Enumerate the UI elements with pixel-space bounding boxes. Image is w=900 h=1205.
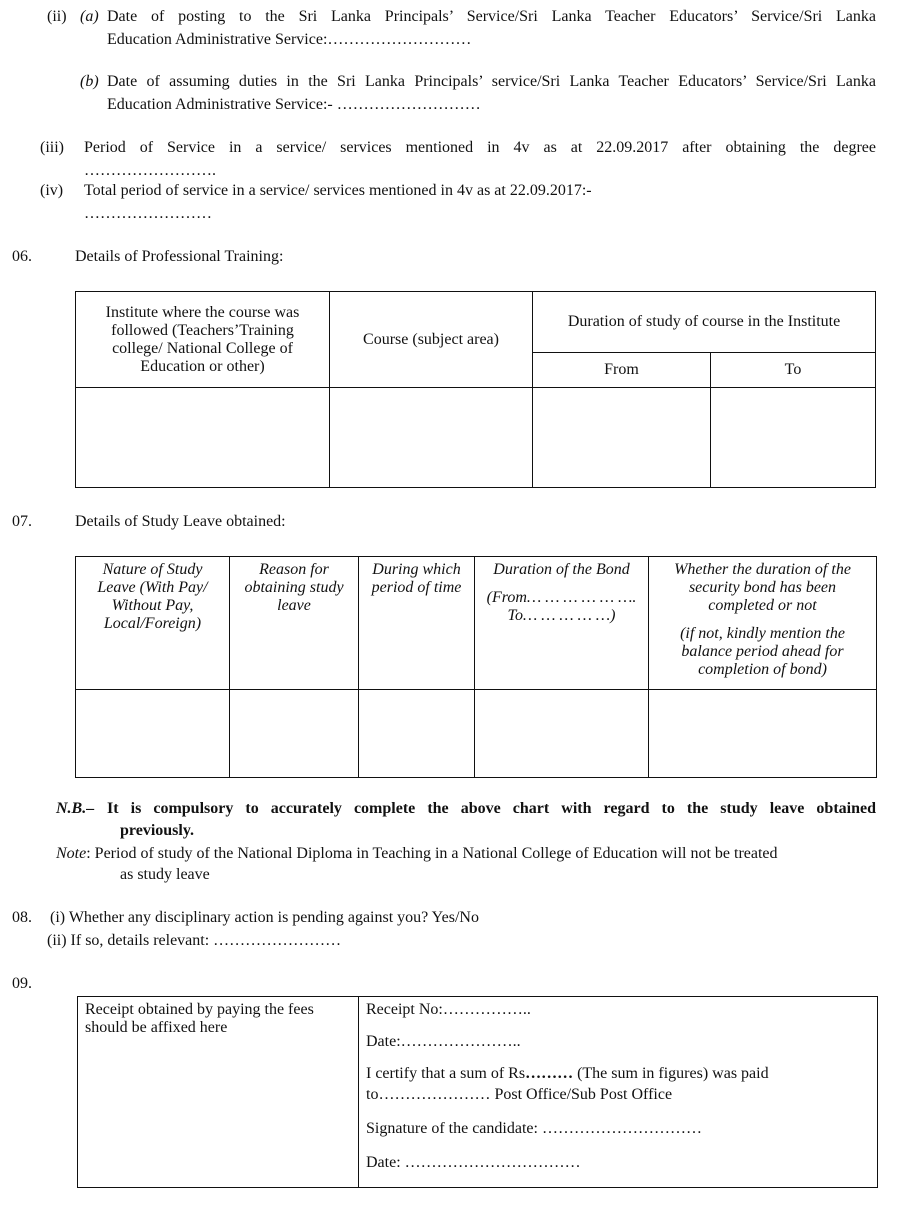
sec5-ii-a-line1: Date of posting to the Sri Lanka Principals’ Service/Sri Lanka Teacher Educators’ Service/Sri Lanka (107, 8, 876, 25)
cell-from[interactable] (533, 388, 711, 488)
header-from: From (533, 353, 711, 388)
header-period: During which period of time (359, 557, 475, 690)
certify-line1: I certify that a sum of Rs……… (The sum in figures) was paid (366, 1065, 769, 1082)
study-leave-table (75, 556, 877, 778)
sec5-iii-number: (iii) (40, 139, 64, 156)
sec8-i: (i) Whether any disciplinary action is pending against you? Yes/No (50, 909, 479, 926)
note-label: Note (56, 845, 87, 862)
header-duration: Duration of study of course in the Institute (533, 292, 876, 353)
cell-to[interactable] (711, 388, 876, 488)
sec6-number: 06. (12, 248, 32, 265)
sec5-ii-b-line1: Date of assuming duties in the Sri Lanka Principals’ service/Sri Lanka Teacher Educators’ Service/Sri Lanka (107, 73, 876, 90)
cell-period[interactable] (359, 690, 475, 778)
sec9-number: 09. (12, 975, 32, 992)
sec5-ii-b-label: (b) (80, 73, 99, 90)
header-institute: Institute where the course was followed (Teachers’Training college/ National College of Education or other) (76, 292, 330, 388)
cell-bond[interactable] (475, 690, 649, 778)
header-bond: Duration of the Bond (From… … … … … …. To… … … … …) (475, 557, 649, 690)
cell-institute[interactable] (76, 388, 330, 488)
header-course: Course (subject area) (330, 292, 533, 388)
cell-course[interactable] (330, 388, 533, 488)
sec7-number: 07. (12, 513, 32, 530)
receipt-number-field[interactable]: Receipt No:…………….. (366, 1001, 531, 1018)
header-nature: Nature of Study Leave (With Pay/ Without Pay, Local/Foreign) (76, 557, 230, 690)
receipt-details (359, 997, 878, 1188)
sec5-iii-line1: Period of Service in a service/ services mentioned in 4v as at 22.09.2017 after obtaining the degree (84, 139, 876, 156)
certify-line2: to………………… Post Office/Sub Post Office (366, 1086, 673, 1103)
nb-line1: It is compulsory to accurately complete the above chart with regard to the study leave obtained (107, 800, 876, 817)
cell-reason[interactable] (230, 690, 359, 778)
sec5-iii-line2: ……………………. (84, 162, 216, 179)
sec6-title: Details of Professional Training: (75, 248, 284, 265)
header-reason: Reason for obtaining study leave (230, 557, 359, 690)
sec5-ii-number: (ii) (47, 8, 67, 25)
receipt-date-field[interactable]: Date:………………….. (366, 1033, 521, 1050)
sec5-iv-number: (iv) (40, 182, 64, 199)
signature-field[interactable]: Signature of the candidate: ………………………… (366, 1120, 702, 1137)
sec5-iv-line1: Total period of service in a service/ services mentioned in 4v as at 22.09.2017:- (84, 182, 592, 199)
receipt-affix-area[interactable]: Receipt obtained by paying the fees should be affixed here (78, 997, 359, 1188)
note-line1-wrap (56, 845, 876, 863)
professional-training-table (75, 291, 876, 488)
sec5-ii-b-line2: Education Administrative Service:- ……………………… (107, 96, 481, 113)
sec8-number: 08. (12, 909, 32, 926)
header-whether: Whether the duration of the security bond has been completed or not (if not, kindly mention the balance period ahead for completion of bond) (649, 557, 877, 690)
sec5-iv-line2: …………………… (84, 205, 212, 222)
fee-receipt-table (77, 996, 878, 1188)
cell-whether[interactable] (649, 690, 877, 778)
note-line1: : Period of study of the National Diploma in Teaching in a National College of Education will not be treated (86, 845, 778, 862)
nb-label: N.B.– (56, 800, 95, 817)
cell-nature[interactable] (76, 690, 230, 778)
signature-date-field[interactable]: Date: …………………………… (366, 1154, 581, 1171)
sec8-ii: (ii) If so, details relevant: …………………… (47, 932, 342, 949)
sec5-ii-a-label: (a) (80, 8, 99, 25)
sec7-title: Details of Study Leave obtained: (75, 513, 286, 530)
header-to: To (711, 353, 876, 388)
note-line2: as study leave (120, 866, 210, 883)
nb-line2: previously. (120, 822, 194, 839)
sec5-ii-a-line2: Education Administrative Service:……………………… (107, 31, 472, 48)
